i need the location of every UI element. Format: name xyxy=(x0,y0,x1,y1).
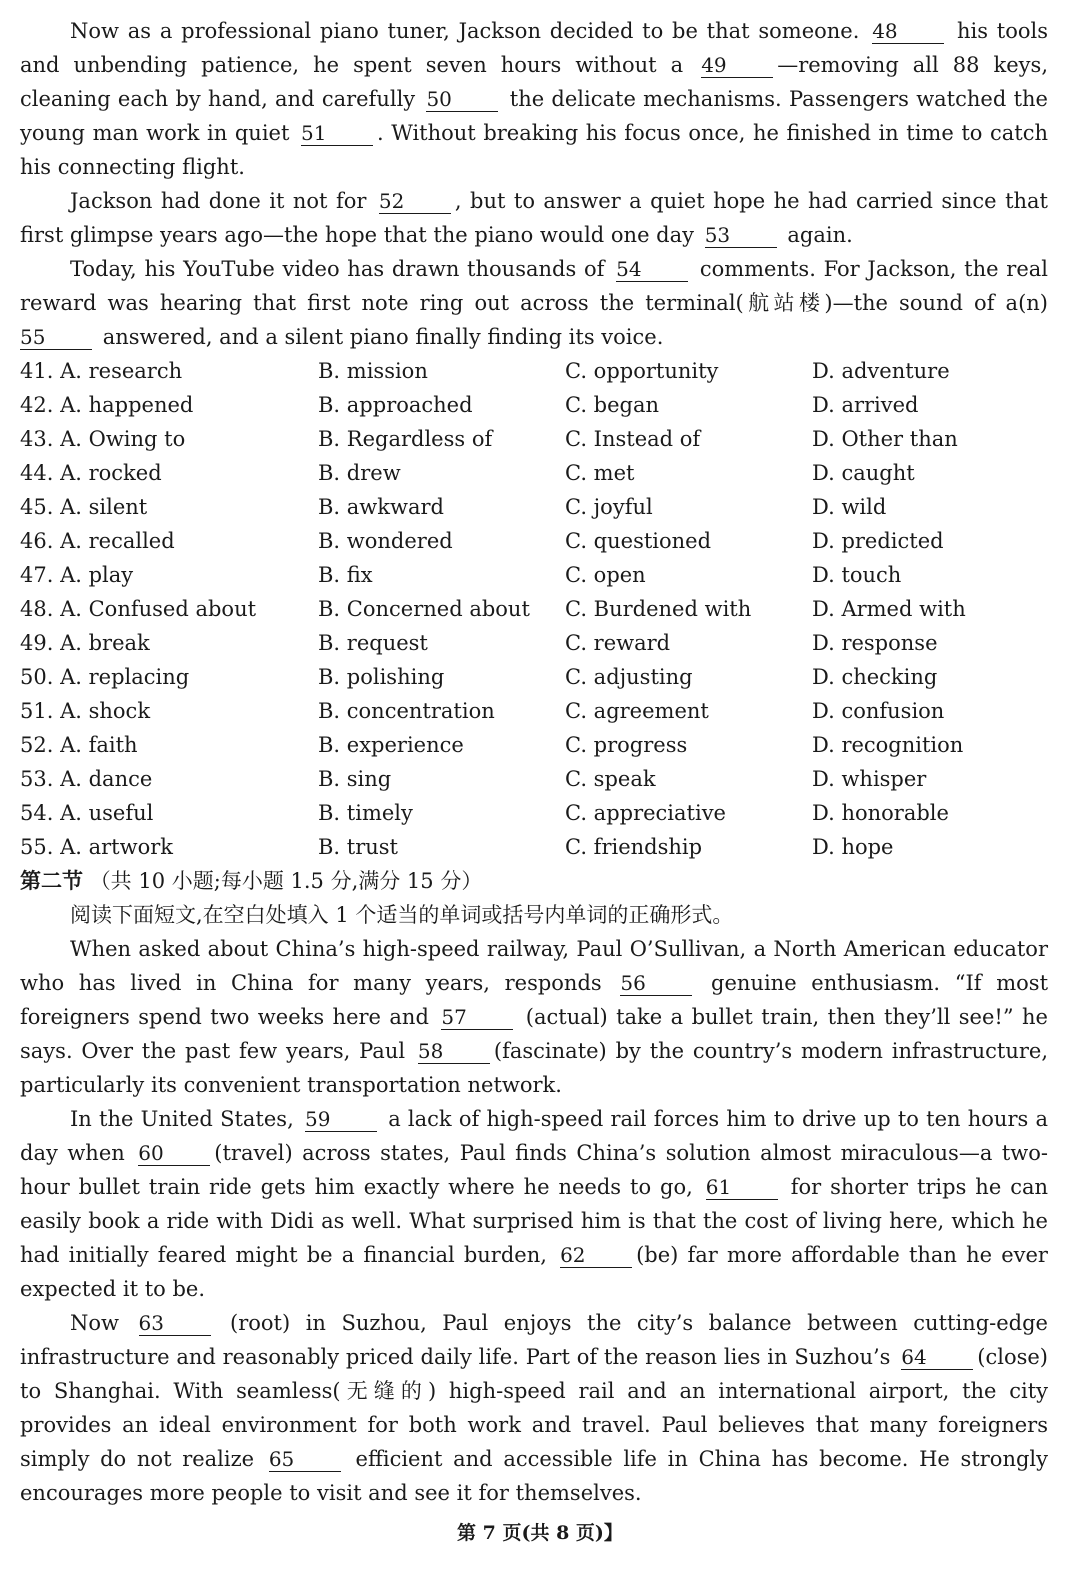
passage-text: Now as a professional piano tuner, Jackson decided to be that someone. xyxy=(70,19,860,43)
option-b: B. request xyxy=(318,631,428,655)
passage-text: genuine enthusiasm. “If most foreigners spend two weeks here and xyxy=(20,971,1049,1029)
option-b: B. mission xyxy=(318,359,428,383)
option-c: C. progress xyxy=(565,733,688,757)
passage-text: When asked about China’s high-speed railway, Paul O’Sullivan, a North American educator who has lived in China for many years, responds xyxy=(20,937,1048,995)
option-a: A. Confused about xyxy=(60,597,257,621)
option-row xyxy=(20,660,1050,694)
option-d: D. Armed with xyxy=(812,597,966,621)
option-row xyxy=(20,524,1050,558)
option-d: D. checking xyxy=(812,665,938,689)
passage-text: Jackson had done it not for xyxy=(70,189,367,213)
question-number: 52. xyxy=(20,733,54,757)
option-c: C. met xyxy=(565,461,635,485)
blank-52: 52 xyxy=(379,189,451,214)
passage-b-paragraph-1 xyxy=(20,932,1048,1102)
option-row xyxy=(20,558,1050,592)
passage-text: efficient and accessible life in China has become. He strongly encourages more people to visit and see it for themselves. xyxy=(20,1447,1048,1505)
section-instruction: 阅读下面短文,在空白处填入 1 个适当的单词或括号内单词的正确形式。 xyxy=(70,903,734,927)
option-c: C. questioned xyxy=(565,529,712,553)
question-number: 51. xyxy=(20,699,54,723)
passage-text: Now xyxy=(70,1311,119,1335)
question-number: 46. xyxy=(20,529,54,553)
option-row xyxy=(20,592,1050,626)
option-c: C. reward xyxy=(565,631,671,655)
question-number: 48. xyxy=(20,597,54,621)
option-d: D. recognition xyxy=(812,733,964,757)
passage-text: his tools and unbending patience, he spent seven hours without a xyxy=(20,19,1048,77)
option-cell-a xyxy=(20,354,318,388)
passage-text: (close) to Shanghai. With seamless(无缝的) high-speed rail and an international airport, the city provides an ideal environment for both work and travel. Paul believes that many foreigners simply do not realize xyxy=(20,1345,1048,1471)
passage-text: comments. For Jackson, the real reward was hearing that first note ring out across the terminal(航站楼)—the sound of a(n) xyxy=(20,257,1048,315)
option-c: C. open xyxy=(565,563,646,587)
option-cell-a xyxy=(20,694,318,728)
question-number: 54. xyxy=(20,801,54,825)
option-cell-a xyxy=(20,762,318,796)
passage-a-paragraph-2 xyxy=(20,184,1048,252)
option-b: B. concentration xyxy=(318,699,495,723)
blank-60: 60 xyxy=(138,1141,210,1166)
option-d: D. confusion xyxy=(812,699,945,723)
option-d: D. adventure xyxy=(812,359,950,383)
option-cell-a xyxy=(20,524,318,558)
passage-text: —removing all 88 keys, cleaning each by hand, and carefully xyxy=(20,53,1048,111)
passage-text: Today, his YouTube video has drawn thousands of xyxy=(70,257,605,281)
question-number: 50. xyxy=(20,665,54,689)
option-cell-a xyxy=(20,456,318,490)
options-table xyxy=(20,354,1050,864)
passage-text: In the United States, xyxy=(70,1107,294,1131)
option-row xyxy=(20,728,1050,762)
blank-65: 65 xyxy=(269,1447,341,1472)
passage-text: , but to answer a quiet hope he had carried since that first glimpse years ago—the hope that the piano would one day xyxy=(20,189,1048,247)
option-b: B. drew xyxy=(318,461,401,485)
option-row xyxy=(20,388,1050,422)
option-cell-a xyxy=(20,558,318,592)
option-c: C. appreciative xyxy=(565,801,726,825)
option-a: A. rocked xyxy=(60,461,162,485)
option-b: B. timely xyxy=(318,801,413,825)
option-b: B. Concerned about xyxy=(318,597,530,621)
passage-b-paragraph-2 xyxy=(20,1102,1048,1306)
option-cell-a xyxy=(20,728,318,762)
option-c: C. Instead of xyxy=(565,427,701,451)
option-cell-a xyxy=(20,490,318,524)
blank-48: 48 xyxy=(872,19,944,44)
option-d: D. caught xyxy=(812,461,915,485)
option-a: A. play xyxy=(60,563,134,587)
option-cell-a xyxy=(20,660,318,694)
option-a: A. faith xyxy=(60,733,138,757)
option-a: A. Owing to xyxy=(60,427,186,451)
option-a: A. replacing xyxy=(60,665,190,689)
question-number: 42. xyxy=(20,393,54,417)
option-c: C. speak xyxy=(565,767,656,791)
blank-51: 51 xyxy=(301,121,373,146)
question-number: 47. xyxy=(20,563,54,587)
option-d: D. wild xyxy=(812,495,887,519)
option-row xyxy=(20,762,1050,796)
option-d: D. hope xyxy=(812,835,894,859)
option-c: C. friendship xyxy=(565,835,703,859)
blank-57: 57 xyxy=(441,1005,513,1030)
passage-text: (root) in Suzhou, Paul enjoys the city’s balance between cutting-edge infrastructure and reasonably priced daily life. Part of the reason lies in Suzhou’s xyxy=(20,1311,1048,1369)
option-cell-a xyxy=(20,830,318,864)
option-a: A. happened xyxy=(60,393,194,417)
option-a: A. recalled xyxy=(60,529,175,553)
option-row xyxy=(20,626,1050,660)
option-row xyxy=(20,796,1050,830)
passage-text: answered, and a silent piano finally finding its voice. xyxy=(102,325,664,349)
blank-53: 53 xyxy=(705,223,777,248)
option-d: D. honorable xyxy=(812,801,949,825)
question-number: 55. xyxy=(20,835,54,859)
blank-56: 56 xyxy=(620,971,692,996)
option-a: A. useful xyxy=(60,801,154,825)
option-row xyxy=(20,456,1050,490)
blank-49: 49 xyxy=(701,53,773,78)
question-number: 43. xyxy=(20,427,54,451)
option-row xyxy=(20,422,1050,456)
passage-text: again. xyxy=(787,223,853,247)
option-c: C. agreement xyxy=(565,699,709,723)
option-d: D. touch xyxy=(812,563,902,587)
option-d: D. predicted xyxy=(812,529,944,553)
option-cell-a xyxy=(20,796,318,830)
question-number: 49. xyxy=(20,631,54,655)
option-b: B. awkward xyxy=(318,495,444,519)
blank-55: 55 xyxy=(20,325,92,350)
passage-a-paragraph-3 xyxy=(20,252,1048,354)
option-d: D. response xyxy=(812,631,938,655)
passage-text: (fascinate) by the country’s modern infrastructure, particularly its convenient transportation network. xyxy=(20,1039,1048,1097)
option-a: A. break xyxy=(60,631,150,655)
passage-text: (be) far more affordable than he ever expected it to be. xyxy=(20,1243,1048,1301)
passage-text: . Without breaking his focus once, he finished in time to catch his connecting flight. xyxy=(20,121,1049,179)
option-b: B. Regardless of xyxy=(318,427,493,451)
option-c: C. adjusting xyxy=(565,665,693,689)
option-cell-a xyxy=(20,388,318,422)
option-c: C. joyful xyxy=(565,495,653,519)
option-b: B. fix xyxy=(318,563,373,587)
question-number: 53. xyxy=(20,767,54,791)
option-a: A. shock xyxy=(60,699,151,723)
passage-text: a lack of high-speed rail forces him to drive up to ten hours a day when xyxy=(20,1107,1048,1165)
passage-text: (actual) take a bullet train, then they’ll see!” he says. Over the past few years, Paul xyxy=(20,1005,1048,1063)
blank-63: 63 xyxy=(139,1311,211,1336)
passage-text: for shorter trips he can easily book a ride with Didi as well. What surprised him is that the cost of living here, which he had initially feared might be a financial burden, xyxy=(20,1175,1048,1267)
passage-a-paragraph-1 xyxy=(20,14,1048,184)
option-row xyxy=(20,694,1050,728)
page-footer: 第 7 页(共 8 页)】 xyxy=(457,1522,623,1544)
section-title: 第二节 xyxy=(20,868,83,893)
question-number: 41. xyxy=(20,359,54,383)
option-d: D. Other than xyxy=(812,427,958,451)
section-description: （共 10 小题;每小题 1.5 分,满分 15 分） xyxy=(89,869,483,893)
option-b: B. trust xyxy=(318,835,399,859)
option-b: B. experience xyxy=(318,733,464,757)
option-c: C. Burdened with xyxy=(565,597,752,621)
blank-59: 59 xyxy=(305,1107,377,1132)
question-number: 45. xyxy=(20,495,54,519)
option-d: D. whisper xyxy=(812,767,927,791)
question-number: 44. xyxy=(20,461,54,485)
passage-text: (travel) across states, Paul finds China’s solution almost miraculous—a two-hour bullet train ride gets him exactly where he needs to go, xyxy=(20,1141,1048,1199)
blank-58: 58 xyxy=(418,1039,490,1064)
blank-61: 61 xyxy=(706,1175,778,1200)
option-row xyxy=(20,354,1050,388)
option-a: A. research xyxy=(60,359,183,383)
option-row xyxy=(20,490,1050,524)
blank-62: 62 xyxy=(560,1243,632,1268)
blank-54: 54 xyxy=(616,257,688,282)
option-a: A. silent xyxy=(60,495,148,519)
option-b: B. wondered xyxy=(318,529,453,553)
option-d: D. arrived xyxy=(812,393,919,417)
option-row xyxy=(20,830,1050,864)
blank-50: 50 xyxy=(426,87,498,112)
option-b: B. approached xyxy=(318,393,473,417)
option-cell-a xyxy=(20,626,318,660)
blank-64: 64 xyxy=(901,1345,973,1370)
option-a: A. dance xyxy=(60,767,153,791)
option-cell-a xyxy=(20,422,318,456)
option-cell-a xyxy=(20,592,318,626)
option-c: C. opportunity xyxy=(565,359,719,383)
option-a: A. artwork xyxy=(60,835,173,859)
passage-text: the delicate mechanisms. Passengers watched the young man work in quiet xyxy=(20,87,1048,145)
section-2-header xyxy=(20,864,1048,898)
option-c: C. began xyxy=(565,393,660,417)
option-b: B. sing xyxy=(318,767,392,791)
option-b: B. polishing xyxy=(318,665,445,689)
passage-b-paragraph-3 xyxy=(20,1306,1048,1510)
